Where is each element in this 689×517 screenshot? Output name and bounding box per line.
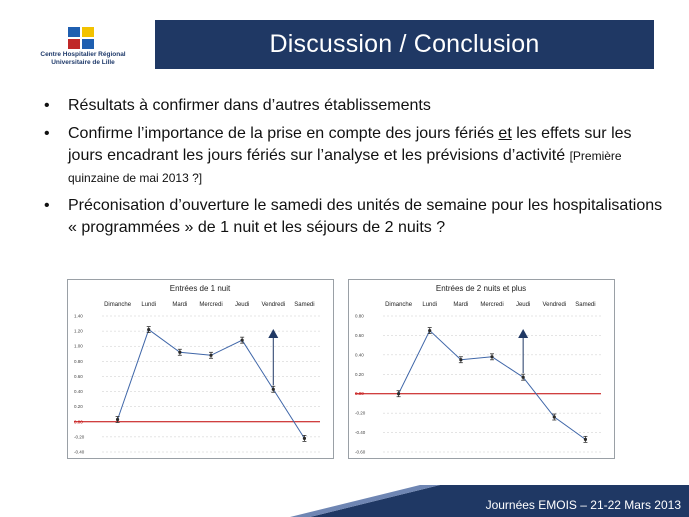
bullet-text-2b: les effets sur les jours encadrant les jours fériés sur l’analyse et les prévisions d’activité (68, 125, 632, 164)
title-bar (155, 20, 654, 69)
bullet-list (44, 95, 664, 245)
y-tick-label: 1.20 (74, 328, 83, 334)
chart-title: Entrées de 1 nuit (169, 284, 231, 293)
y-tick-label: -0.40 (74, 449, 85, 455)
bullet-text-3: Préconisation d’ouverture le samedi des unités de semaine pour les hospitalisations « programmées » de 1 nuit et les séjours de 2 nuits ? (68, 197, 663, 236)
category-label: Mercredi (480, 302, 504, 308)
y-tick-label: 1.40 (74, 313, 83, 319)
data-point (178, 351, 181, 354)
logo-line-2: Universitaire de Lille (51, 59, 115, 66)
category-label: Jeudi (234, 302, 250, 308)
y-tick-label: -0.20 (355, 410, 366, 416)
chart-2-svg (349, 280, 614, 458)
y-tick-label: 0.60 (355, 332, 364, 338)
chart-panel-1 (67, 279, 334, 459)
data-point (241, 339, 244, 342)
bullet-item-3 (44, 195, 664, 239)
data-point (459, 358, 462, 361)
data-point (522, 376, 525, 379)
chru-lille-logo (18, 22, 148, 78)
chart-1-svg (68, 280, 333, 458)
y-tick-label: 0.00 (355, 391, 364, 397)
logo-caption (18, 51, 148, 67)
chart-panel-2 (348, 279, 615, 459)
y-tick-label: 0.00 (74, 419, 83, 425)
footer-text: Journées EMOIS – 21-22 Mars 2013 (485, 498, 681, 512)
bullet-text-2a: Confirme l’importance de la prise en compte des jours fériés (68, 125, 499, 142)
data-point (553, 415, 556, 418)
data-point (116, 418, 119, 421)
bullet-item-2 (44, 123, 664, 189)
logo-line-1: Centre Hospitalier Régional (40, 51, 126, 58)
category-label: Dimanche (385, 302, 413, 308)
up-arrow-icon (268, 329, 278, 338)
y-tick-label: -0.20 (74, 434, 85, 440)
bullet-text-2-underlined: et (498, 125, 512, 142)
series-line (399, 331, 586, 440)
data-point (490, 355, 493, 358)
y-tick-label: 0.40 (355, 352, 364, 358)
y-tick-label: 0.20 (355, 371, 364, 377)
category-label: Vendredi (261, 302, 286, 308)
category-label: Mercredi (199, 302, 223, 308)
bullet-text-1: Résultats à confirmer dans d’autres établissements (68, 97, 431, 114)
data-point (584, 438, 587, 441)
data-point (397, 392, 400, 395)
bullet-dot-icon: • (44, 197, 50, 214)
category-label: Vendredi (542, 302, 567, 308)
bullet-dot-icon: • (44, 97, 50, 114)
bullet-item-1 (44, 95, 664, 117)
bullet-note: [Première quinzaine de mai 2013 ?] (68, 149, 622, 185)
data-point (147, 328, 150, 331)
up-arrow-icon (518, 329, 528, 338)
data-point (428, 329, 431, 332)
category-label: Lundi (141, 302, 157, 308)
category-label: Mardi (453, 302, 469, 308)
data-point (272, 388, 275, 391)
y-tick-label: -0.60 (355, 449, 366, 455)
data-point (209, 354, 212, 357)
category-label: Jeudi (515, 302, 531, 308)
y-tick-label: 0.80 (355, 313, 364, 319)
bullet-dot-icon: • (44, 125, 50, 142)
y-tick-label: 1.00 (74, 343, 83, 349)
category-label: Samedi (294, 302, 315, 308)
category-label: Dimanche (104, 302, 132, 308)
chart-title: Entrées de 2 nuits et plus (435, 284, 527, 293)
category-label: Lundi (422, 302, 438, 308)
slide-title: Discussion / Conclusion (269, 30, 540, 58)
category-label: Mardi (172, 302, 188, 308)
category-label: Samedi (575, 302, 596, 308)
y-tick-label: 0.40 (74, 389, 83, 395)
y-tick-label: 0.60 (74, 373, 83, 379)
y-tick-label: 0.20 (74, 404, 83, 410)
data-point (303, 437, 306, 440)
y-tick-label: -0.40 (355, 430, 366, 436)
y-tick-label: 0.80 (74, 358, 83, 364)
chru-logo-icon (66, 25, 102, 51)
